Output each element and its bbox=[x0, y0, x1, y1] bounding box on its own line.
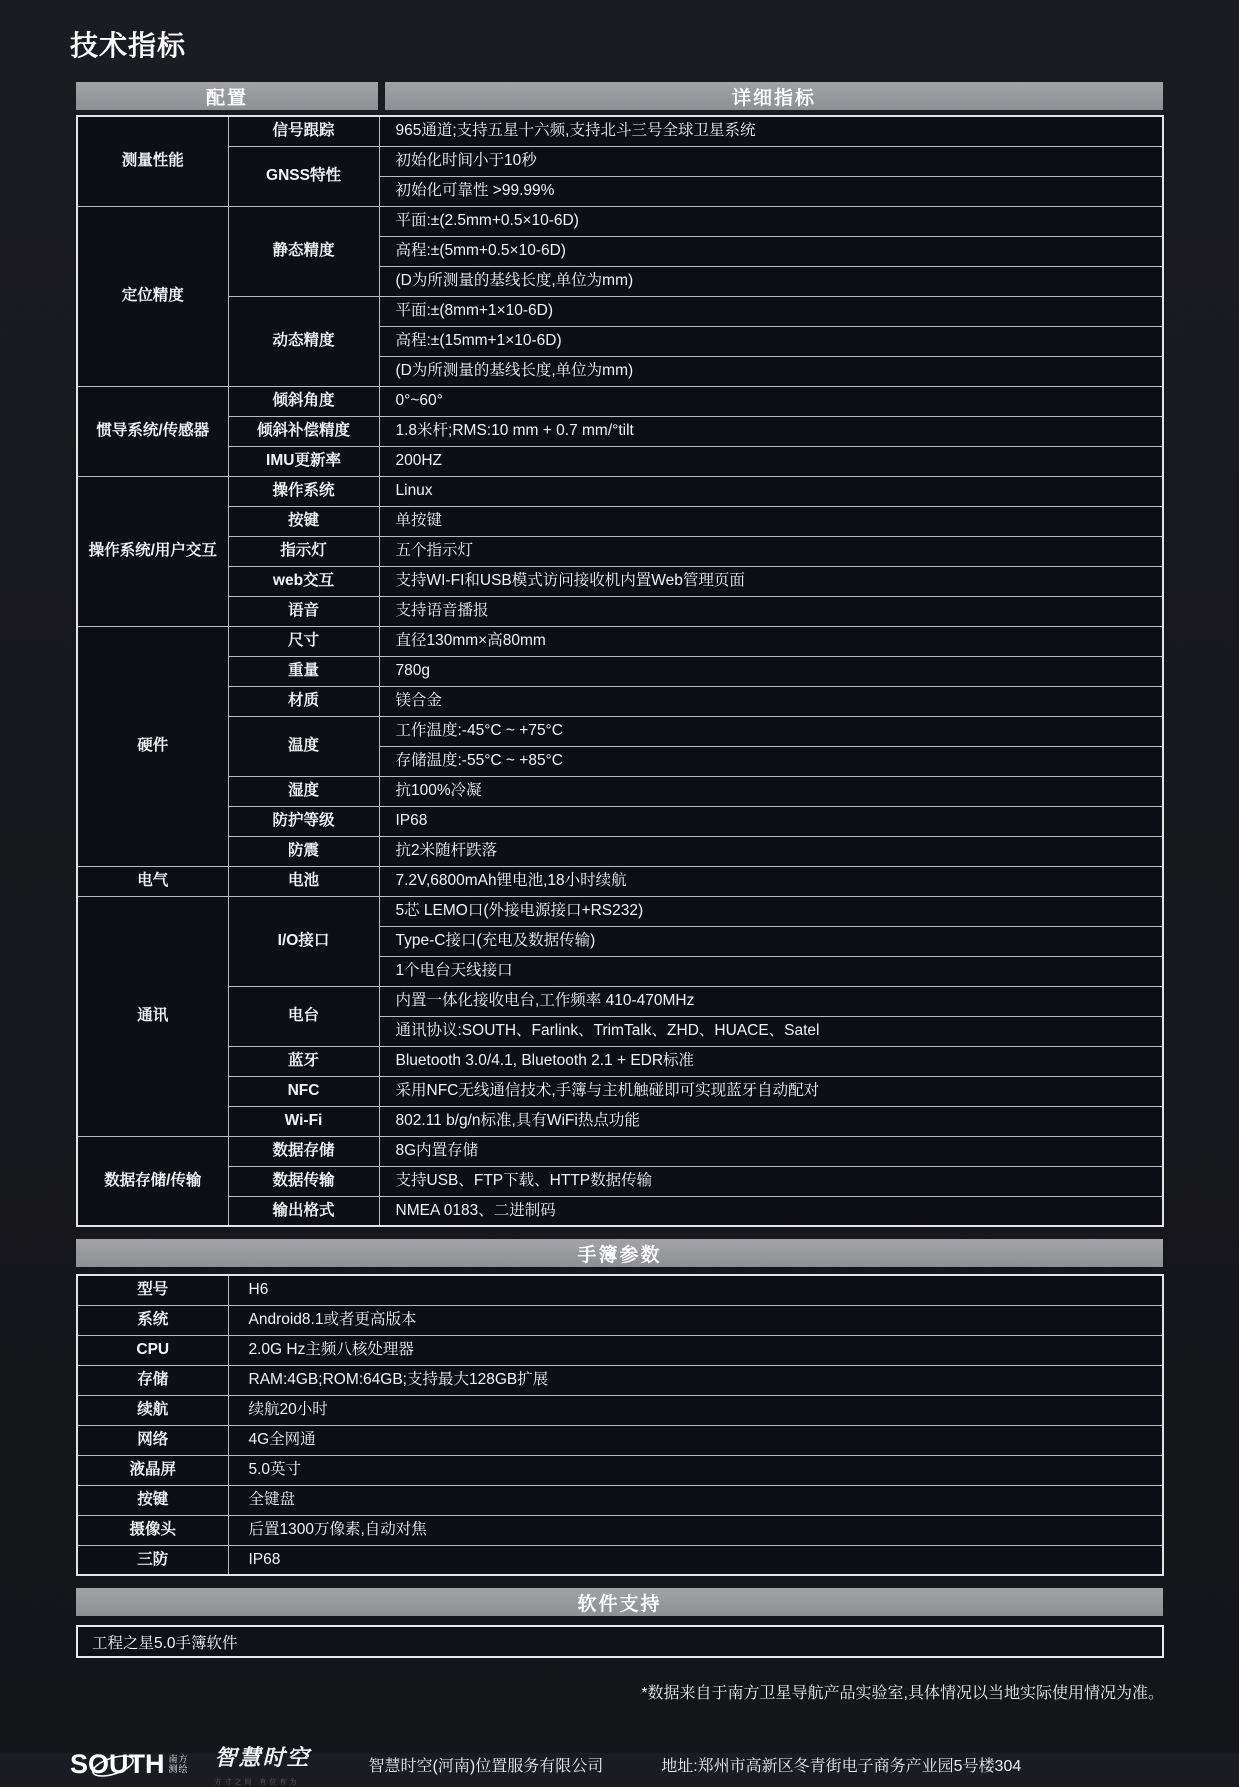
table-row bbox=[77, 1485, 1163, 1515]
table-row bbox=[77, 1196, 1163, 1226]
param-label: 液晶屏 bbox=[77, 1455, 228, 1485]
param-value: 续航20小时 bbox=[228, 1395, 1163, 1425]
spec-table-header bbox=[76, 82, 1163, 110]
table-row bbox=[77, 896, 1163, 926]
param-label: 型号 bbox=[77, 1275, 228, 1305]
param-label: CPU bbox=[77, 1335, 228, 1365]
table-row bbox=[77, 1076, 1163, 1106]
table-row bbox=[77, 1515, 1163, 1545]
subcategory-cell: 动态精度 bbox=[228, 296, 379, 386]
value-cell: 支持USB、FTP下载、HTTP数据传输 bbox=[379, 1166, 1163, 1196]
subcategory-cell: 电池 bbox=[228, 866, 379, 896]
value-cell: 通讯协议:SOUTH、Farlink、TrimTalk、ZHD、HUACE、Satel bbox=[379, 1016, 1163, 1046]
value-cell: Linux bbox=[379, 476, 1163, 506]
south-sub-line1: 南方 bbox=[168, 1754, 189, 1764]
subcategory-cell: 蓝牙 bbox=[228, 1046, 379, 1076]
table-row bbox=[77, 1166, 1163, 1196]
value-cell: 支持语音播报 bbox=[379, 596, 1163, 626]
value-cell: 抗100%冷凝 bbox=[379, 776, 1163, 806]
subcategory-cell: 材质 bbox=[228, 686, 379, 716]
param-value: 全键盘 bbox=[228, 1485, 1163, 1515]
table-row bbox=[77, 476, 1163, 506]
param-value: 后置1300万像素,自动对焦 bbox=[228, 1515, 1163, 1545]
subcategory-cell: 防震 bbox=[228, 836, 379, 866]
table-row bbox=[77, 1136, 1163, 1166]
subcategory-cell: 按键 bbox=[228, 506, 379, 536]
south-logo-subtext bbox=[169, 1754, 189, 1774]
value-cell: 8G内置存储 bbox=[379, 1136, 1163, 1166]
subcategory-cell: 数据传输 bbox=[228, 1166, 379, 1196]
subcategory-cell: web交互 bbox=[228, 566, 379, 596]
subcategory-cell: 信号跟踪 bbox=[228, 116, 379, 146]
subcategory-cell: 湿度 bbox=[228, 776, 379, 806]
category-cell: 测量性能 bbox=[77, 116, 228, 206]
table-row bbox=[77, 1275, 1163, 1305]
value-cell: 高程:±(15mm+1×10-6D) bbox=[379, 326, 1163, 356]
table-row bbox=[77, 1335, 1163, 1365]
company-address: 地址:郑州市高新区冬青街电子商务产业园5号楼304 bbox=[661, 1757, 1022, 1775]
value-cell: (D为所测量的基线长度,单位为mm) bbox=[379, 266, 1163, 296]
subcategory-cell: 数据存储 bbox=[228, 1136, 379, 1166]
header-config: 配置 bbox=[76, 82, 378, 110]
brand-name: 智慧时空 bbox=[214, 1745, 311, 1770]
subcategory-cell: 尺寸 bbox=[228, 626, 379, 656]
param-label: 按键 bbox=[77, 1485, 228, 1515]
spec-table bbox=[76, 115, 1164, 1227]
value-cell: 工作温度:-45°C ~ +75°C bbox=[379, 716, 1163, 746]
table-row bbox=[77, 626, 1163, 656]
value-cell: 802.11 b/g/n标准,具有WiFi热点功能 bbox=[379, 1106, 1163, 1136]
subcategory-cell: 静态精度 bbox=[228, 206, 379, 296]
table-row bbox=[77, 506, 1163, 536]
value-cell: 单按键 bbox=[379, 506, 1163, 536]
subcategory-cell: 倾斜角度 bbox=[228, 386, 379, 416]
param-value: RAM:4GB;ROM:64GB;支持最大128GB扩展 bbox=[228, 1365, 1163, 1395]
value-cell: 支持WI-FI和USB模式访问接收机内置Web管理页面 bbox=[379, 566, 1163, 596]
value-cell: 高程:±(5mm+0.5×10-6D) bbox=[379, 236, 1163, 266]
value-cell: 965通道;支持五星十六频,支持北斗三号全球卫星系统 bbox=[379, 116, 1163, 146]
subcategory-cell: 电台 bbox=[228, 986, 379, 1046]
value-cell: 初始化可靠性 >99.99% bbox=[379, 176, 1163, 206]
value-cell: 5芯 LEMO口(外接电源接口+RS232) bbox=[379, 896, 1163, 926]
value-cell: IP68 bbox=[379, 806, 1163, 836]
subcategory-cell: Wi-Fi bbox=[228, 1106, 379, 1136]
param-label: 摄像头 bbox=[77, 1515, 228, 1545]
category-cell: 数据存储/传输 bbox=[77, 1136, 228, 1226]
header-detail: 详细指标 bbox=[385, 82, 1163, 110]
table-row bbox=[77, 656, 1163, 686]
subcategory-cell: 重量 bbox=[228, 656, 379, 686]
subcategory-cell: I/O接口 bbox=[228, 896, 379, 986]
value-cell: 初始化时间小于10秒 bbox=[379, 146, 1163, 176]
subcategory-cell: IMU更新率 bbox=[228, 446, 379, 476]
param-value: IP68 bbox=[228, 1545, 1163, 1575]
subcategory-cell: 操作系统 bbox=[228, 476, 379, 506]
page-footer bbox=[70, 1741, 1163, 1787]
value-cell: 抗2米随杆跌落 bbox=[379, 836, 1163, 866]
south-sub-line2: 测绘 bbox=[168, 1764, 189, 1774]
value-cell: 五个指示灯 bbox=[379, 536, 1163, 566]
table-row bbox=[77, 1106, 1163, 1136]
company-name: 智慧时空(河南)位置服务有限公司 bbox=[368, 1757, 604, 1775]
param-label: 系统 bbox=[77, 1305, 228, 1335]
table-row bbox=[77, 1305, 1163, 1335]
subcategory-cell: 语音 bbox=[228, 596, 379, 626]
category-cell: 通讯 bbox=[77, 896, 228, 1136]
software-section-header: 软件支持 bbox=[76, 1588, 1163, 1616]
value-cell: 0°~60° bbox=[379, 386, 1163, 416]
category-cell: 电气 bbox=[77, 866, 228, 896]
table-row bbox=[77, 776, 1163, 806]
table-row bbox=[77, 206, 1163, 236]
param-value: 5.0英寸 bbox=[228, 1455, 1163, 1485]
value-cell: 780g bbox=[379, 656, 1163, 686]
table-row bbox=[77, 416, 1163, 446]
value-cell: 1.8米杆;RMS:10 mm + 0.7 mm/°tilt bbox=[379, 416, 1163, 446]
value-cell: 平面:±(2.5mm+0.5×10-6D) bbox=[379, 206, 1163, 236]
table-row bbox=[77, 386, 1163, 416]
data-source-footnote: *数据来自于南方卫星导航产品实验室,具体情况以当地实际使用情况为准。 bbox=[641, 1685, 1164, 1702]
value-cell: 内置一体化接收电台,工作频率 410-470MHz bbox=[379, 986, 1163, 1016]
value-cell: 采用NFC无线通信技术,手簿与主机触碰即可实现蓝牙自动配对 bbox=[379, 1076, 1163, 1106]
value-cell: Type-C接口(充电及数据传输) bbox=[379, 926, 1163, 956]
param-value: 2.0G Hz主频八核处理器 bbox=[228, 1335, 1163, 1365]
table-row bbox=[77, 146, 1163, 176]
subcategory-cell: 防护等级 bbox=[228, 806, 379, 836]
param-label: 续航 bbox=[77, 1395, 228, 1425]
table-row bbox=[77, 1046, 1163, 1076]
param-label: 存储 bbox=[77, 1365, 228, 1395]
value-cell: 1个电台天线接口 bbox=[379, 956, 1163, 986]
table-row bbox=[77, 1545, 1163, 1575]
subcategory-cell: GNSS特性 bbox=[228, 146, 379, 206]
value-cell: NMEA 0183、二进制码 bbox=[379, 1196, 1163, 1226]
table-row bbox=[77, 296, 1163, 326]
subcategory-cell: 指示灯 bbox=[228, 536, 379, 566]
table-row bbox=[77, 686, 1163, 716]
page-title: 技术指标 bbox=[70, 30, 187, 61]
table-row bbox=[77, 866, 1163, 896]
table-row bbox=[77, 446, 1163, 476]
handbook-table bbox=[76, 1274, 1164, 1576]
value-cell: 直径130mm×高80mm bbox=[379, 626, 1163, 656]
table-row bbox=[77, 806, 1163, 836]
table-row bbox=[77, 116, 1163, 146]
brand-logo bbox=[215, 1741, 311, 1787]
param-label: 网络 bbox=[77, 1425, 228, 1455]
category-cell: 操作系统/用户交互 bbox=[77, 476, 228, 626]
category-cell: 硬件 bbox=[77, 626, 228, 866]
param-value: Android8.1或者更高版本 bbox=[228, 1305, 1163, 1335]
table-row bbox=[77, 536, 1163, 566]
table-row bbox=[77, 986, 1163, 1016]
value-cell: 平面:±(8mm+1×10-6D) bbox=[379, 296, 1163, 326]
handbook-section-header: 手簿参数 bbox=[76, 1239, 1163, 1267]
table-row bbox=[77, 566, 1163, 596]
param-value: 4G全网通 bbox=[228, 1425, 1163, 1455]
table-row bbox=[77, 1455, 1163, 1485]
category-cell: 定位精度 bbox=[77, 206, 228, 386]
param-label: 三防 bbox=[77, 1545, 228, 1575]
value-cell: 存储温度:-55°C ~ +85°C bbox=[379, 746, 1163, 776]
south-logo bbox=[70, 1749, 189, 1780]
south-logo-text: SOUTH bbox=[70, 1748, 165, 1779]
table-row bbox=[77, 716, 1163, 746]
subcategory-cell: 输出格式 bbox=[228, 1196, 379, 1226]
table-row bbox=[77, 1425, 1163, 1455]
software-item: 工程之星5.0手簿软件 bbox=[76, 1625, 1164, 1658]
value-cell: 200HZ bbox=[379, 446, 1163, 476]
value-cell: (D为所测量的基线长度,单位为mm) bbox=[379, 356, 1163, 386]
param-value: H6 bbox=[228, 1275, 1163, 1305]
table-row bbox=[77, 836, 1163, 866]
value-cell: 镁合金 bbox=[379, 686, 1163, 716]
subcategory-cell: NFC bbox=[228, 1076, 379, 1106]
table-row bbox=[77, 1365, 1163, 1395]
value-cell: 7.2V,6800mAh锂电池,18小时续航 bbox=[379, 866, 1163, 896]
table-row bbox=[77, 596, 1163, 626]
subcategory-cell: 温度 bbox=[228, 716, 379, 776]
brand-tagline: 方寸之间 有位有为 bbox=[214, 1779, 300, 1786]
subcategory-cell: 倾斜补偿精度 bbox=[228, 416, 379, 446]
table-row bbox=[77, 1395, 1163, 1425]
value-cell: Bluetooth 3.0/4.1, Bluetooth 2.1 + EDR标准 bbox=[379, 1046, 1163, 1076]
category-cell: 惯导系统/传感器 bbox=[77, 386, 228, 476]
